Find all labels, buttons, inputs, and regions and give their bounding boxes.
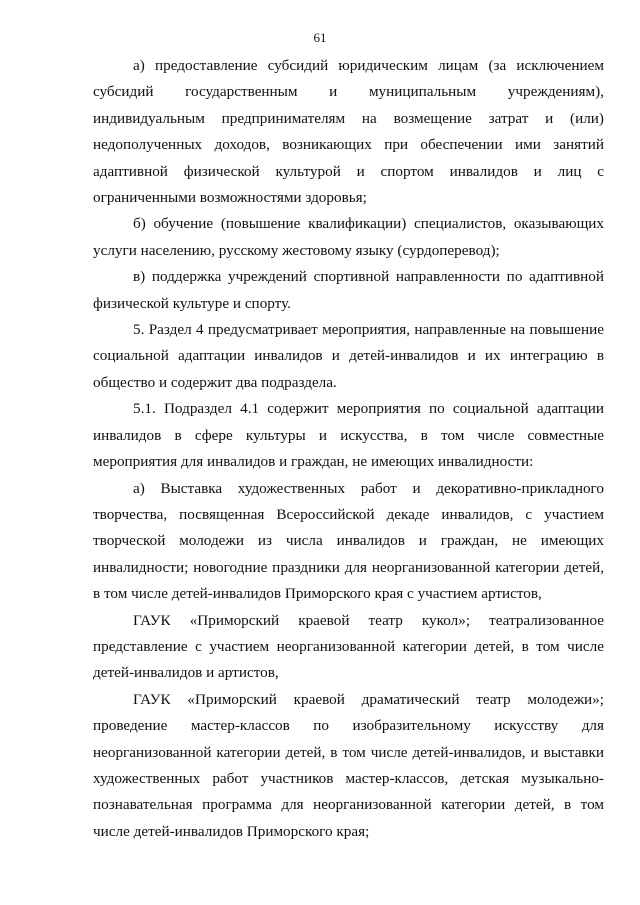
paragraph-exhibition: а) Выставка художественных работ и декоративно-прикладного творчества, посвященная Всероссийской декаде инвалидов, с участием творческой молодежи из числа инвалидов и граждан, не имеющих инвалидности; новогодние праздники для неорганизованной категории детей, в том числе детей-инвалидов Приморского края с участием артистов, [93,479,604,603]
paragraph-sports-support: в) поддержка учреждений спортивной направленности по адаптивной физической культуре и спорту. [93,268,604,312]
page-number: 61 [313,30,327,45]
paragraph-youth-theatre: ГАУК «Приморский краевой драматический театр молодежи»; проведение мастер-классов по изобразительному искусству для неорганизованной категории детей, в том числе детей-инвалидов, и выставки художественных работ участников мастер-классов, детская музыкально-познавательная программа для неорганизованной категории детей, в том числе детей-инвалидов Приморского края; [93,690,604,840]
paragraph-training: б) обучение (повышение квалификации) специалистов, оказывающих услуги населению, русскому жестовому языку (сурдоперевод); [93,215,604,259]
paragraph-subsidies: а) предоставление субсидий юридическим лицам (за исключением субсидий государственным и муниципальным учреждениям), индивидуальным предпринимателям на возмещение затрат и (или) недополученных доходов, возникающих при обеспечении ими занятий адаптивной физической культурой и спортом инвалидов и лиц с ограниченными возможностями здоровья; [93,57,604,207]
paragraph-subsection-4-1: 5.1. Подраздел 4.1 содержит мероприятия по социальной адаптации инвалидов в сфере культуры и искусства, в том числе совместные мероприятия для инвалидов и граждан, не имеющих инвалидности: [93,400,604,471]
paragraph-section-4: 5. Раздел 4 предусматривает мероприятия, направленные на повышение социальной адаптации инвалидов и детей-инвалидов и их интеграцию в общество и содержит два подраздела. [93,321,604,391]
paragraph-puppet-theatre: ГАУК «Приморский краевой театр кукол»; театрализованное представление с участием неорганизованной категории детей, в том числе детей-инвалидов и артистов, [93,611,604,682]
document-body [93,53,604,845]
